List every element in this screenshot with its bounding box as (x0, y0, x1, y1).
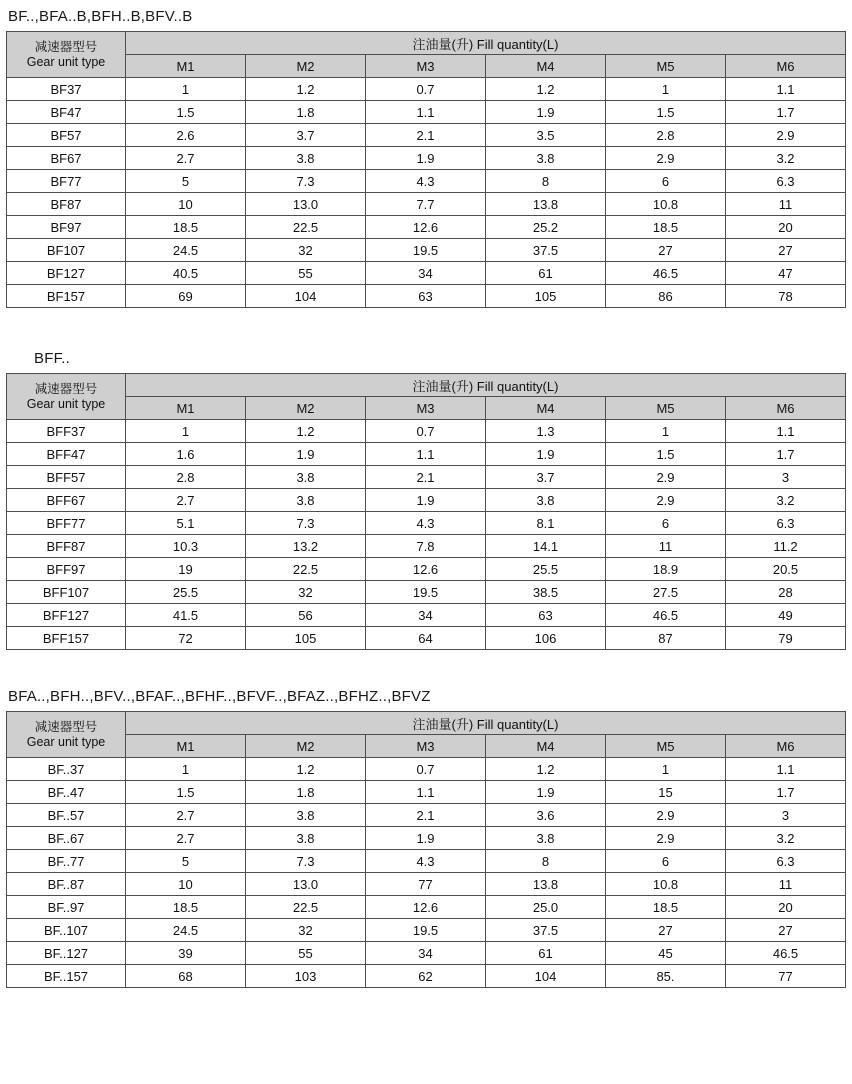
cell-m1: 2.6 (126, 124, 246, 147)
cell-m6: 3 (726, 466, 846, 489)
cell-m6: 78 (726, 285, 846, 308)
section-bf (6, 6, 846, 308)
header-fill-quantity: 注油量(升) Fill quantity(L) (126, 32, 846, 55)
cell-m4: 1.9 (486, 443, 606, 466)
cell-m6: 27 (726, 239, 846, 262)
row-type: BF67 (7, 147, 126, 170)
section-title: BF..,BFA..B,BFH..B,BFV..B (8, 8, 193, 25)
cell-m5: 2.9 (606, 804, 726, 827)
row-type: BFF127 (7, 604, 126, 627)
cell-m3: 1.9 (366, 827, 486, 850)
cell-m5: 6 (606, 170, 726, 193)
cell-m6: 20 (726, 216, 846, 239)
table-row (7, 896, 846, 919)
table-row (7, 827, 846, 850)
cell-m3: 12.6 (366, 216, 486, 239)
cell-m1: 1.6 (126, 443, 246, 466)
cell-m1: 2.7 (126, 804, 246, 827)
cell-m4: 1.9 (486, 781, 606, 804)
cell-m5: 2.8 (606, 124, 726, 147)
cell-m1: 1.5 (126, 781, 246, 804)
cell-m3: 19.5 (366, 919, 486, 942)
cell-m6: 79 (726, 627, 846, 650)
cell-m6: 1.7 (726, 443, 846, 466)
cell-m6: 20.5 (726, 558, 846, 581)
table-row (7, 873, 846, 896)
row-type: BF..127 (7, 942, 126, 965)
row-type: BF107 (7, 239, 126, 262)
header-m1: M1 (126, 397, 246, 420)
row-type: BF..57 (7, 804, 126, 827)
cell-m5: 10.8 (606, 873, 726, 896)
cell-m2: 3.8 (246, 804, 366, 827)
header-gear-unit-type (7, 712, 126, 758)
cell-m3: 34 (366, 604, 486, 627)
cell-m3: 2.1 (366, 804, 486, 827)
cell-m5: 1 (606, 78, 726, 101)
cell-m3: 4.3 (366, 170, 486, 193)
cell-m5: 2.9 (606, 827, 726, 850)
cell-m1: 5 (126, 170, 246, 193)
cell-m4: 3.8 (486, 147, 606, 170)
cell-m6: 11 (726, 873, 846, 896)
cell-m4: 3.5 (486, 124, 606, 147)
header-m2: M2 (246, 55, 366, 78)
table-row (7, 627, 846, 650)
cell-m2: 1.2 (246, 78, 366, 101)
cell-m5: 46.5 (606, 604, 726, 627)
table-row (7, 170, 846, 193)
row-type: BF..77 (7, 850, 126, 873)
cell-m6: 3.2 (726, 147, 846, 170)
cell-m1: 1 (126, 758, 246, 781)
row-type: BFF87 (7, 535, 126, 558)
row-type: BF157 (7, 285, 126, 308)
cell-m5: 1 (606, 420, 726, 443)
cell-m4: 106 (486, 627, 606, 650)
cell-m1: 18.5 (126, 896, 246, 919)
table-row (7, 804, 846, 827)
header-gear-unit-type-cn: 减速器型号 (34, 719, 98, 734)
cell-m4: 37.5 (486, 919, 606, 942)
table-header-row (7, 712, 846, 735)
header-m5: M5 (606, 735, 726, 758)
cell-m1: 1 (126, 420, 246, 443)
cell-m2: 105 (246, 627, 366, 650)
header-m2: M2 (246, 397, 366, 420)
table-row (7, 147, 846, 170)
cell-m5: 86 (606, 285, 726, 308)
cell-m3: 1.1 (366, 781, 486, 804)
cell-m5: 27 (606, 919, 726, 942)
cell-m3: 0.7 (366, 420, 486, 443)
cell-m5: 18.5 (606, 896, 726, 919)
header-m4: M4 (486, 55, 606, 78)
cell-m3: 7.8 (366, 535, 486, 558)
cell-m4: 105 (486, 285, 606, 308)
cell-m1: 5.1 (126, 512, 246, 535)
cell-m2: 1.2 (246, 420, 366, 443)
fill-quantity-table (6, 31, 846, 308)
cell-m3: 64 (366, 627, 486, 650)
cell-m2: 3.8 (246, 466, 366, 489)
table-row (7, 466, 846, 489)
cell-m2: 3.8 (246, 147, 366, 170)
cell-m1: 69 (126, 285, 246, 308)
cell-m3: 12.6 (366, 558, 486, 581)
cell-m2: 55 (246, 942, 366, 965)
cell-m2: 56 (246, 604, 366, 627)
header-gear-unit-type-en: Gear unit type (26, 54, 106, 69)
table-row (7, 604, 846, 627)
cell-m5: 18.5 (606, 216, 726, 239)
cell-m2: 3.8 (246, 827, 366, 850)
cell-m1: 68 (126, 965, 246, 988)
cell-m6: 1.1 (726, 78, 846, 101)
cell-m6: 27 (726, 919, 846, 942)
header-m3: M3 (366, 735, 486, 758)
fill-quantity-table (6, 373, 846, 650)
cell-m2: 22.5 (246, 558, 366, 581)
section-spacer (6, 650, 846, 686)
header-gear-unit-type-en: Gear unit type (26, 396, 106, 411)
table-row (7, 581, 846, 604)
row-type: BFF97 (7, 558, 126, 581)
cell-m2: 1.9 (246, 443, 366, 466)
cell-m1: 10 (126, 873, 246, 896)
cell-m6: 3 (726, 804, 846, 827)
cell-m6: 11.2 (726, 535, 846, 558)
cell-m4: 25.5 (486, 558, 606, 581)
cell-m6: 28 (726, 581, 846, 604)
row-type: BF57 (7, 124, 126, 147)
cell-m5: 1 (606, 758, 726, 781)
header-m4: M4 (486, 735, 606, 758)
cell-m4: 37.5 (486, 239, 606, 262)
cell-m6: 6.3 (726, 170, 846, 193)
header-m3: M3 (366, 397, 486, 420)
cell-m2: 1.8 (246, 781, 366, 804)
table-row (7, 239, 846, 262)
row-type: BF97 (7, 216, 126, 239)
cell-m1: 2.7 (126, 147, 246, 170)
table-row (7, 420, 846, 443)
cell-m6: 1.1 (726, 420, 846, 443)
section-bfa-bfh-bfv (6, 686, 846, 988)
cell-m2: 13.0 (246, 193, 366, 216)
cell-m2: 1.8 (246, 101, 366, 124)
cell-m5: 15 (606, 781, 726, 804)
table-row (7, 965, 846, 988)
cell-m1: 25.5 (126, 581, 246, 604)
cell-m3: 1.1 (366, 101, 486, 124)
cell-m6: 3.2 (726, 827, 846, 850)
table-row (7, 124, 846, 147)
cell-m6: 2.9 (726, 124, 846, 147)
header-m6: M6 (726, 55, 846, 78)
cell-m5: 11 (606, 535, 726, 558)
cell-m6: 1.1 (726, 758, 846, 781)
cell-m1: 41.5 (126, 604, 246, 627)
cell-m2: 22.5 (246, 216, 366, 239)
cell-m2: 7.3 (246, 170, 366, 193)
cell-m1: 2.8 (126, 466, 246, 489)
row-type: BF87 (7, 193, 126, 216)
header-gear-unit-type (7, 32, 126, 78)
cell-m5: 6 (606, 512, 726, 535)
header-m6: M6 (726, 397, 846, 420)
cell-m1: 2.7 (126, 827, 246, 850)
table-row (7, 285, 846, 308)
cell-m5: 2.9 (606, 489, 726, 512)
cell-m3: 34 (366, 942, 486, 965)
cell-m3: 62 (366, 965, 486, 988)
cell-m2: 32 (246, 919, 366, 942)
table-row (7, 101, 846, 124)
table-row (7, 758, 846, 781)
row-type: BF77 (7, 170, 126, 193)
cell-m1: 19 (126, 558, 246, 581)
cell-m3: 7.7 (366, 193, 486, 216)
cell-m1: 18.5 (126, 216, 246, 239)
cell-m4: 3.8 (486, 827, 606, 850)
row-type: BF..37 (7, 758, 126, 781)
header-m5: M5 (606, 55, 726, 78)
header-m3: M3 (366, 55, 486, 78)
row-type: BFF107 (7, 581, 126, 604)
header-fill-quantity: 注油量(升) Fill quantity(L) (126, 712, 846, 735)
header-m1: M1 (126, 55, 246, 78)
cell-m5: 6 (606, 850, 726, 873)
row-type: BF..87 (7, 873, 126, 896)
cell-m2: 13.2 (246, 535, 366, 558)
table-row (7, 781, 846, 804)
row-type: BFF37 (7, 420, 126, 443)
cell-m2: 32 (246, 581, 366, 604)
cell-m3: 1.1 (366, 443, 486, 466)
header-m6: M6 (726, 735, 846, 758)
section-title: BFA..,BFH..,BFV..,BFAF..,BFHF..,BFVF..,BFAZ..,BFHZ..,BFVZ (8, 688, 431, 705)
table-header-row (7, 374, 846, 397)
cell-m4: 1.3 (486, 420, 606, 443)
table-subheader-row (7, 735, 846, 758)
table-row (7, 942, 846, 965)
cell-m5: 46.5 (606, 262, 726, 285)
cell-m4: 25.2 (486, 216, 606, 239)
header-gear-unit-type-cn: 减速器型号 (34, 381, 98, 396)
cell-m5: 27.5 (606, 581, 726, 604)
cell-m2: 3.7 (246, 124, 366, 147)
cell-m5: 85. (606, 965, 726, 988)
header-fill-quantity: 注油量(升) Fill quantity(L) (126, 374, 846, 397)
table-row (7, 489, 846, 512)
cell-m1: 24.5 (126, 239, 246, 262)
row-type: BFF67 (7, 489, 126, 512)
row-type: BF..47 (7, 781, 126, 804)
cell-m6: 47 (726, 262, 846, 285)
table-header-row (7, 32, 846, 55)
cell-m4: 61 (486, 262, 606, 285)
section-title: BFF.. (34, 350, 71, 367)
row-type: BF..107 (7, 919, 126, 942)
cell-m4: 8 (486, 850, 606, 873)
table-row (7, 443, 846, 466)
cell-m6: 46.5 (726, 942, 846, 965)
cell-m3: 19.5 (366, 581, 486, 604)
cell-m4: 13.8 (486, 193, 606, 216)
cell-m4: 8 (486, 170, 606, 193)
cell-m4: 1.9 (486, 101, 606, 124)
table-row (7, 512, 846, 535)
cell-m6: 1.7 (726, 781, 846, 804)
cell-m2: 7.3 (246, 512, 366, 535)
cell-m5: 18.9 (606, 558, 726, 581)
table-row (7, 919, 846, 942)
cell-m1: 72 (126, 627, 246, 650)
row-type: BF47 (7, 101, 126, 124)
cell-m3: 2.1 (366, 466, 486, 489)
cell-m4: 13.8 (486, 873, 606, 896)
cell-m2: 55 (246, 262, 366, 285)
cell-m1: 5 (126, 850, 246, 873)
row-type: BFF57 (7, 466, 126, 489)
cell-m2: 3.8 (246, 489, 366, 512)
cell-m1: 10.3 (126, 535, 246, 558)
cell-m4: 3.6 (486, 804, 606, 827)
cell-m2: 1.2 (246, 758, 366, 781)
row-type: BF..67 (7, 827, 126, 850)
cell-m5: 1.5 (606, 443, 726, 466)
header-m2: M2 (246, 735, 366, 758)
cell-m4: 61 (486, 942, 606, 965)
cell-m5: 27 (606, 239, 726, 262)
cell-m1: 40.5 (126, 262, 246, 285)
header-gear-unit-type-cn: 减速器型号 (34, 39, 98, 54)
table-subheader-row (7, 55, 846, 78)
table-row (7, 535, 846, 558)
cell-m5: 2.9 (606, 466, 726, 489)
cell-m4: 1.2 (486, 78, 606, 101)
cell-m5: 10.8 (606, 193, 726, 216)
cell-m4: 14.1 (486, 535, 606, 558)
cell-m3: 1.9 (366, 147, 486, 170)
cell-m4: 1.2 (486, 758, 606, 781)
cell-m4: 3.7 (486, 466, 606, 489)
cell-m3: 0.7 (366, 78, 486, 101)
table-subheader-row (7, 397, 846, 420)
cell-m3: 34 (366, 262, 486, 285)
cell-m6: 6.3 (726, 850, 846, 873)
cell-m4: 63 (486, 604, 606, 627)
cell-m3: 12.6 (366, 896, 486, 919)
cell-m6: 49 (726, 604, 846, 627)
cell-m4: 38.5 (486, 581, 606, 604)
cell-m1: 1.5 (126, 101, 246, 124)
cell-m2: 104 (246, 285, 366, 308)
cell-m4: 25.0 (486, 896, 606, 919)
row-type: BF37 (7, 78, 126, 101)
header-m1: M1 (126, 735, 246, 758)
row-type: BFF157 (7, 627, 126, 650)
cell-m1: 2.7 (126, 489, 246, 512)
cell-m5: 87 (606, 627, 726, 650)
header-gear-unit-type (7, 374, 126, 420)
cell-m3: 63 (366, 285, 486, 308)
cell-m5: 1.5 (606, 101, 726, 124)
cell-m6: 3.2 (726, 489, 846, 512)
cell-m3: 2.1 (366, 124, 486, 147)
cell-m6: 77 (726, 965, 846, 988)
cell-m6: 6.3 (726, 512, 846, 535)
fill-quantity-table (6, 711, 846, 988)
cell-m5: 2.9 (606, 147, 726, 170)
cell-m3: 4.3 (366, 512, 486, 535)
cell-m2: 13.0 (246, 873, 366, 896)
cell-m1: 39 (126, 942, 246, 965)
cell-m4: 3.8 (486, 489, 606, 512)
table-row (7, 78, 846, 101)
cell-m3: 77 (366, 873, 486, 896)
cell-m1: 24.5 (126, 919, 246, 942)
cell-m4: 104 (486, 965, 606, 988)
cell-m1: 10 (126, 193, 246, 216)
cell-m3: 1.9 (366, 489, 486, 512)
row-type: BFF47 (7, 443, 126, 466)
cell-m1: 1 (126, 78, 246, 101)
cell-m6: 20 (726, 896, 846, 919)
cell-m6: 1.7 (726, 101, 846, 124)
cell-m2: 7.3 (246, 850, 366, 873)
cell-m5: 45 (606, 942, 726, 965)
table-row (7, 193, 846, 216)
table-row (7, 216, 846, 239)
section-bff (6, 348, 846, 650)
table-row (7, 850, 846, 873)
cell-m2: 22.5 (246, 896, 366, 919)
cell-m2: 32 (246, 239, 366, 262)
row-type: BF..97 (7, 896, 126, 919)
cell-m3: 19.5 (366, 239, 486, 262)
table-row (7, 262, 846, 285)
row-type: BF..157 (7, 965, 126, 988)
cell-m2: 103 (246, 965, 366, 988)
table-row (7, 558, 846, 581)
cell-m4: 8.1 (486, 512, 606, 535)
header-m4: M4 (486, 397, 606, 420)
header-m5: M5 (606, 397, 726, 420)
cell-m3: 0.7 (366, 758, 486, 781)
cell-m3: 4.3 (366, 850, 486, 873)
row-type: BF127 (7, 262, 126, 285)
row-type: BFF77 (7, 512, 126, 535)
section-spacer (6, 308, 846, 348)
cell-m6: 11 (726, 193, 846, 216)
header-gear-unit-type-en: Gear unit type (26, 734, 106, 749)
